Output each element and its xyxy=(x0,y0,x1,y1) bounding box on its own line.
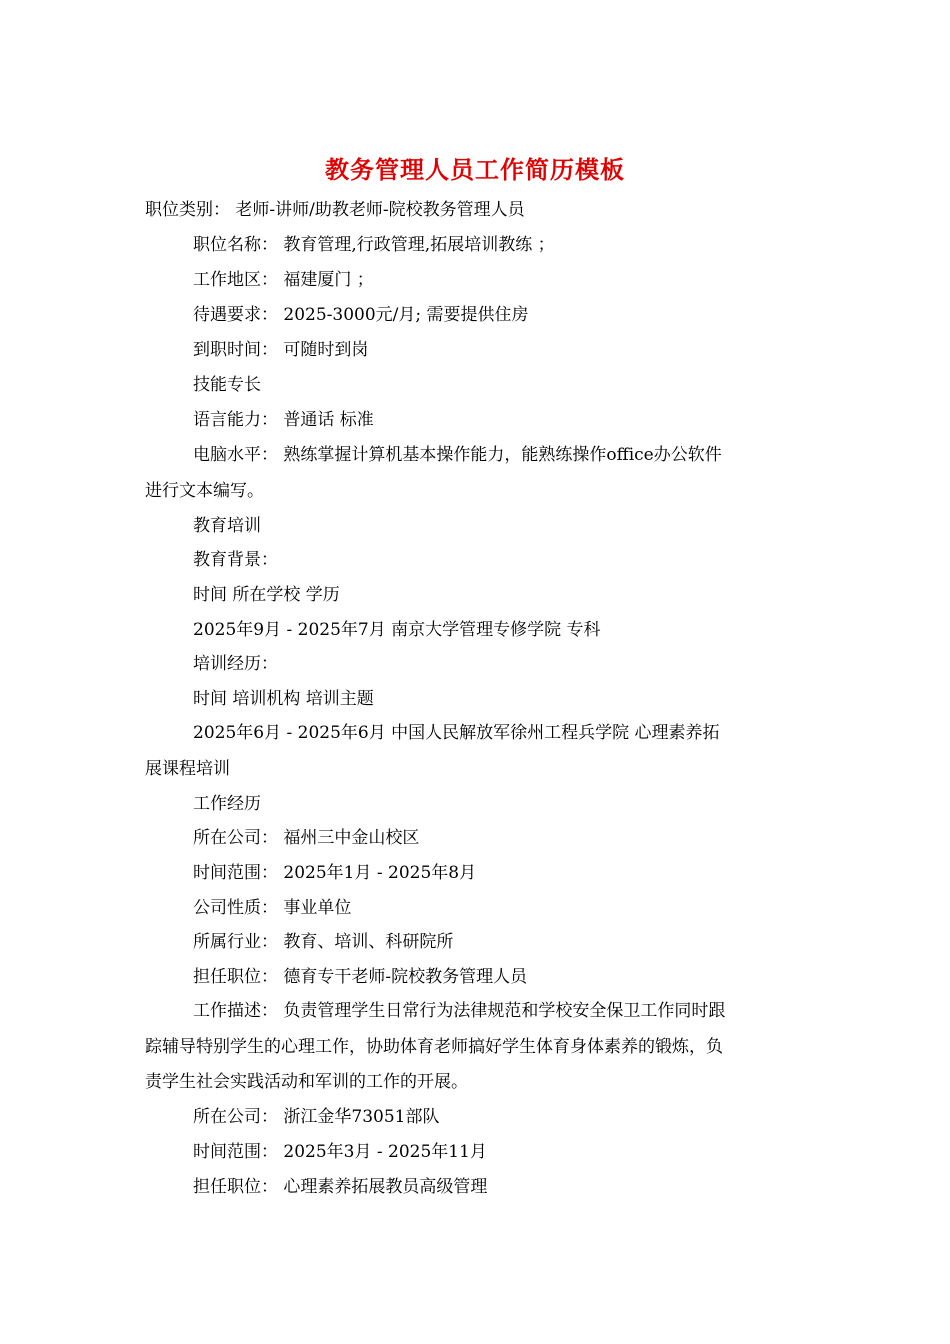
company-2: 所在公司： 浙江金华73051部队 xyxy=(193,1107,440,1127)
document-title: 教务管理人员工作简历模板 xyxy=(325,155,625,184)
computer-line-cont: 进行文本编写。 xyxy=(145,481,264,501)
language-line: 语言能力： 普通话 标准 xyxy=(193,410,374,430)
description-1-cont-a: 踪辅导特别学生的心理工作，协助体育老师搞好学生体育身体素养的锻炼，负 xyxy=(145,1037,723,1057)
education-entry: 2025年9月 - 2025年7月 南京大学管理专修学院 专科 xyxy=(193,620,601,640)
description-1-cont-b: 责学生社会实践活动和军训的工作的开展。 xyxy=(145,1072,468,1092)
period-2: 时间范围： 2025年3月 - 2025年11月 xyxy=(193,1142,487,1162)
industry-1: 所属行业： 教育、培训、科研院所 xyxy=(193,932,454,952)
training-heading: 培训经历： xyxy=(193,654,278,674)
company-1: 所在公司： 福州三中金山校区 xyxy=(193,828,420,848)
training-entry-cont: 展课程培训 xyxy=(145,759,230,779)
job-title-line: 职位名称： 教育管理,行政管理,拓展培训教练 ； xyxy=(193,235,555,255)
description-1: 工作描述： 负责管理学生日常行为法律规范和学校安全保卫工作同时跟 xyxy=(193,1001,726,1021)
salary-line: 待遇要求： 2025-3000元/月; 需要提供住房 xyxy=(193,305,529,325)
education-columns: 时间 所在学校 学历 xyxy=(193,585,340,605)
start-date-line: 到职时间： 可随时到岗 xyxy=(193,340,369,360)
training-entry: 2025年6月 - 2025年6月 中国人民解放军徐州工程兵学院 心理素养拓 xyxy=(193,723,720,743)
job-category-line: 职位类别： 老师-讲师/助教老师-院校教务管理人员 xyxy=(145,200,525,220)
skills-heading: 技能专长 xyxy=(193,375,261,395)
computer-line: 电脑水平： 熟练掌握计算机基本操作能力，能熟练操作office办公软件 xyxy=(193,445,722,465)
training-columns: 时间 培训机构 培训主题 xyxy=(193,689,374,709)
education-heading: 教育培训 xyxy=(193,516,261,536)
period-1: 时间范围： 2025年1月 - 2025年8月 xyxy=(193,863,477,883)
position-1: 担任职位： 德育专干老师-院校教务管理人员 xyxy=(193,967,528,987)
position-2: 担任职位： 心理素养拓展教员高级管理 xyxy=(193,1177,488,1197)
work-region-line: 工作地区： 福建厦门 ； xyxy=(193,270,374,290)
education-background: 教育背景： xyxy=(193,550,278,570)
company-type-1: 公司性质： 事业单位 xyxy=(193,898,352,918)
work-heading: 工作经历 xyxy=(193,794,261,814)
